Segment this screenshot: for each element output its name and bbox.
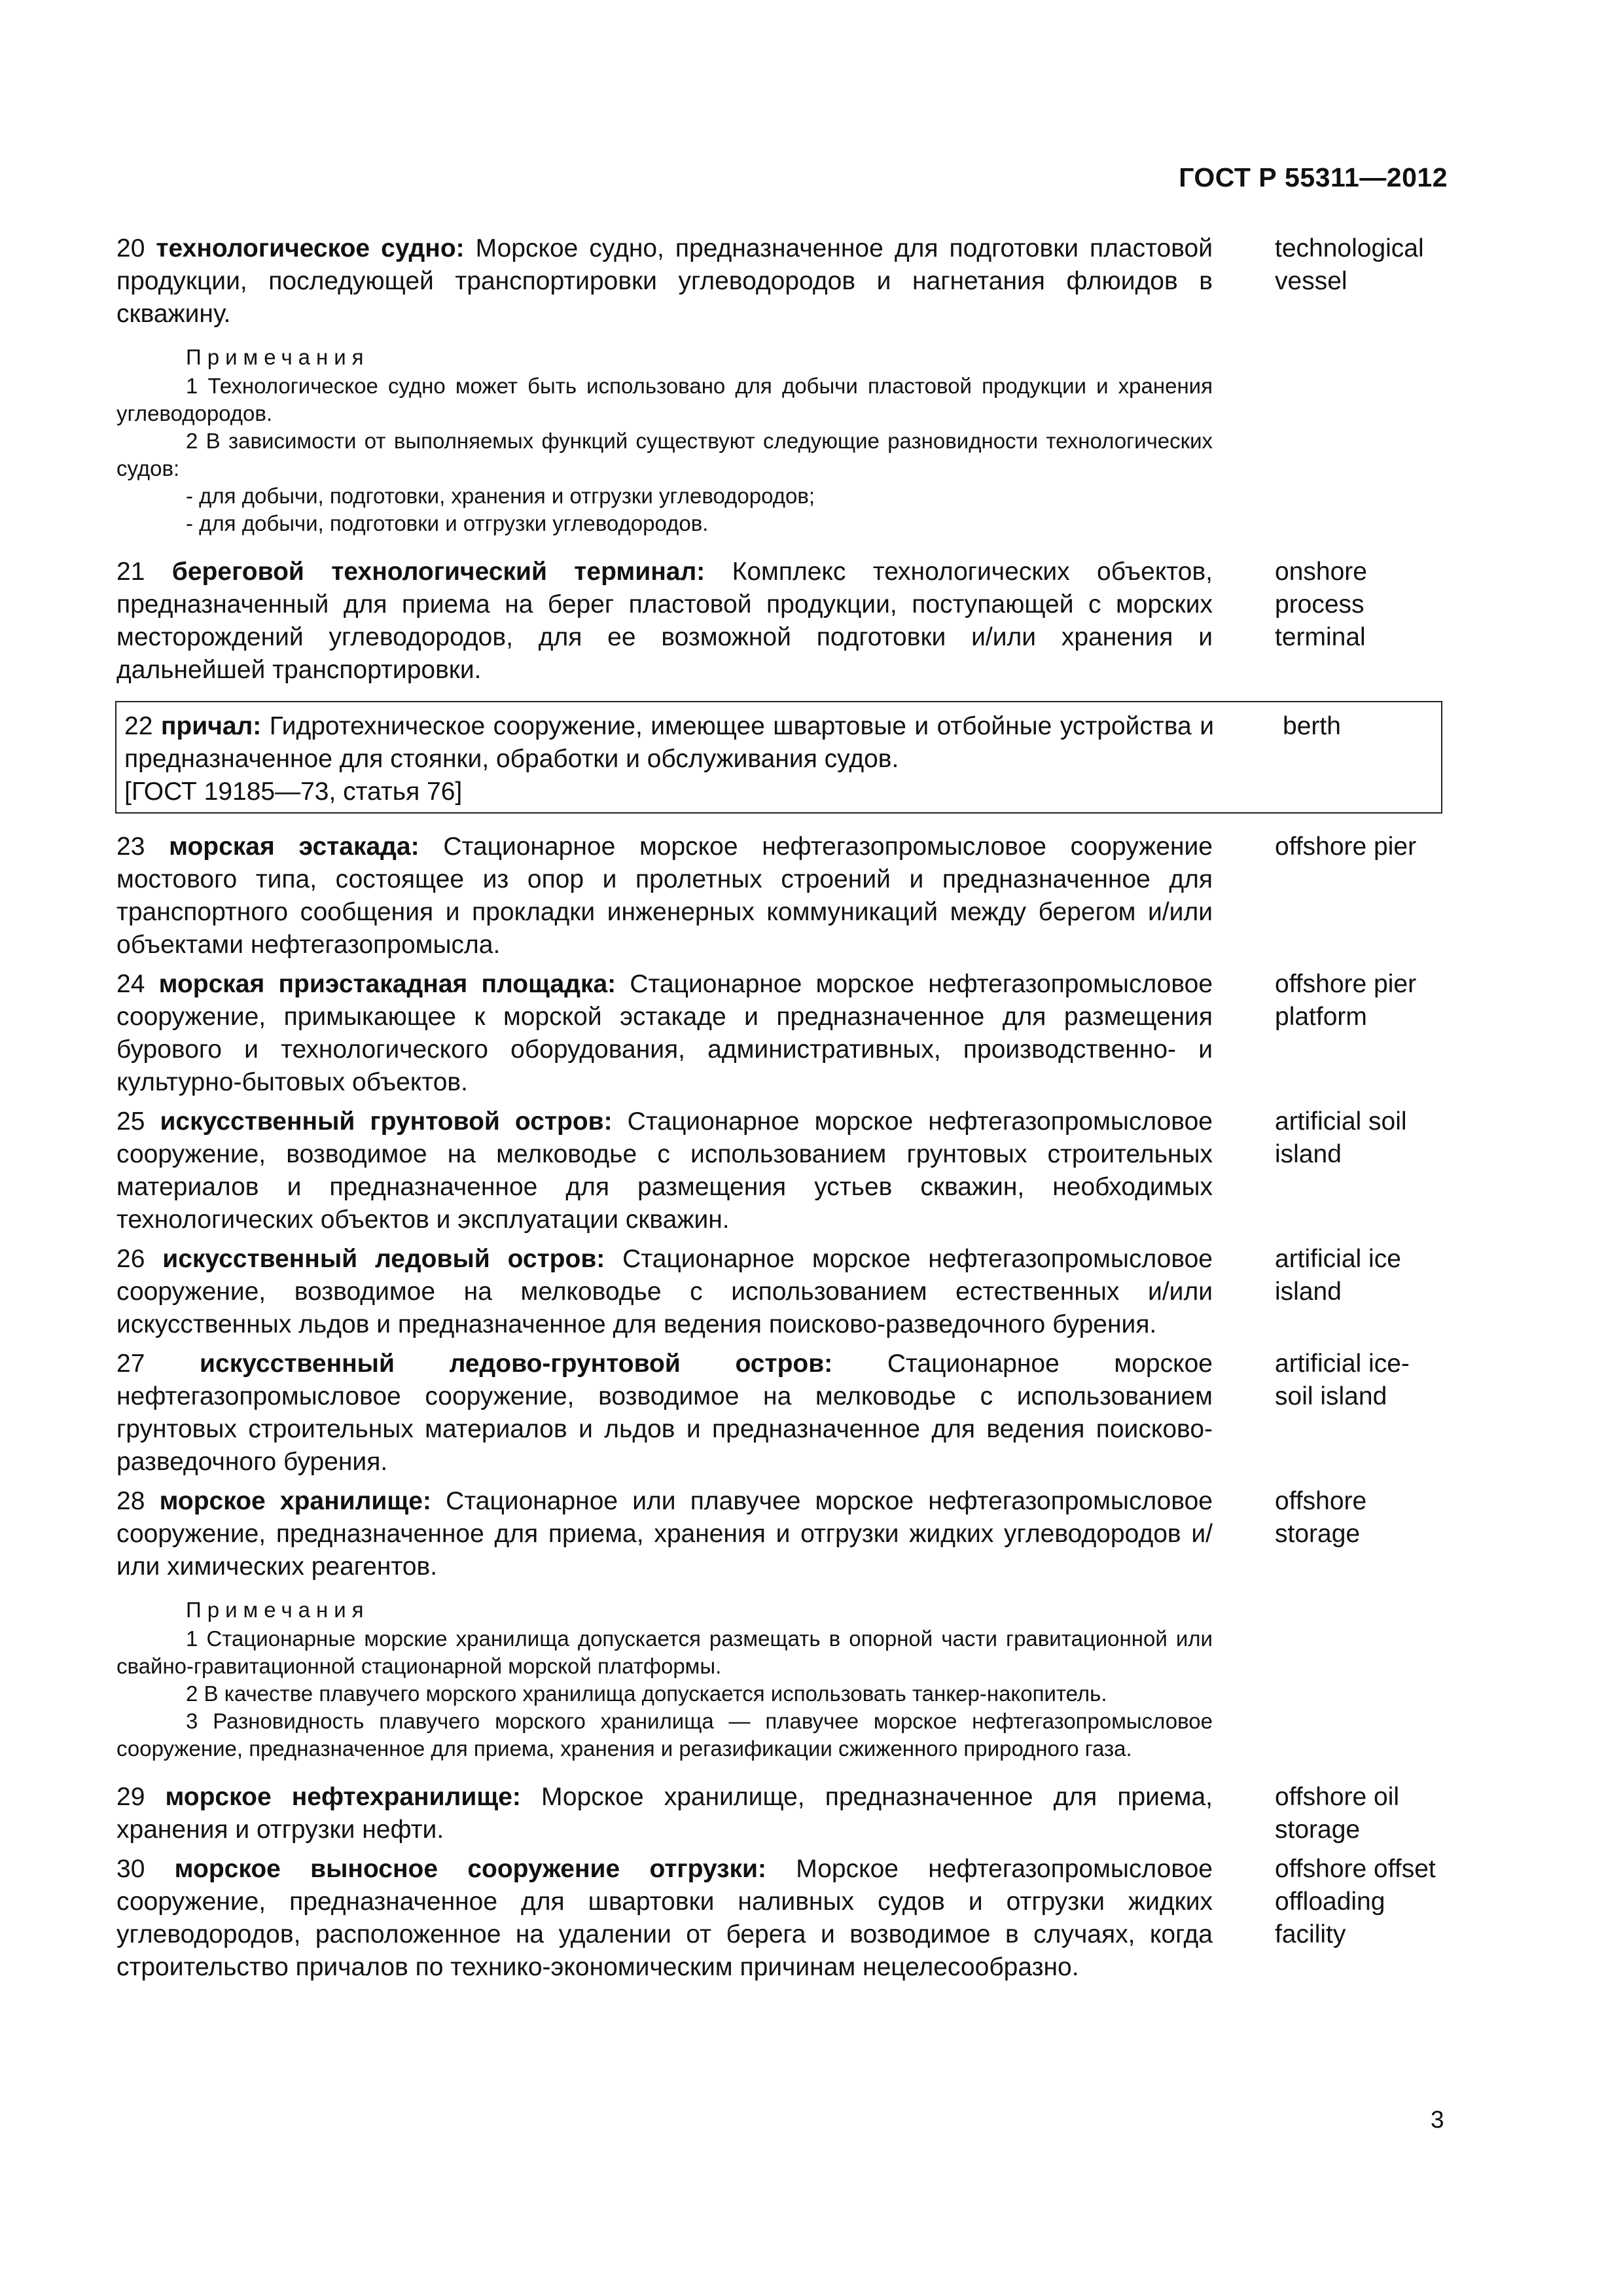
entry-number: 28 [116,1487,145,1515]
note-item: 3 Разновидность плавучего морского хранилища — плавучее морское нефтегазопромысловое сооружение, предназначенное для приема, хранения и регазификации сжиженного природного газа. [116,1709,1213,1761]
term-definition: Гидротехническое сооружение, имеющее швартовые и отбойные устройства и предназначенное для стоянки, обработки и обслуживания судов. [124,712,1214,773]
term-entry-body [116,968,1213,1099]
term-entry-24 [116,968,1445,1099]
term-entry-20 [116,232,1445,331]
note-bullet: - для добычи, подготовки и отгрузки углеводородов. [186,511,709,535]
english-equivalent: technological vessel [1275,234,1424,295]
entry-number: 27 [116,1350,145,1378]
term-entry-23 [116,831,1445,961]
entry-number: 30 [116,1855,145,1883]
term-entry-body [116,1485,1213,1583]
term-definition: Морское судно, предназначенное для подготовки пластовой продукции, последующей транспортировки углеводородов и нагнетания флюидов в скважину. [116,234,1213,328]
entry-number: 23 [116,833,145,861]
term-definition: Стационарное морское нефтегазопромысловое сооружение мостового типа, состоящее из опор и пролетных строений и предназначенное для транспортного сообщения и прокладки инженерных коммуникаций между берегом и/или объектами нефтегазопромысла. [116,833,1213,959]
term-definition: Стационарное или плавучее морское нефтегазопромысловое сооружение, предназначенное для приема, хранения и отгрузки жидких углеводородов и/или химических реагентов. [116,1487,1213,1581]
term-definition: Стационарное морское нефтегазопромысловое сооружение, примыкающее к морской эстакаде и предназначенное для размещения бурового и технологического оборудования, административных, производственно- и культурно-бытовых объектов. [116,970,1213,1096]
note-item: 2 В качестве плавучего морского хранилища допускается использовать танкер-накопитель. [186,1681,1107,1706]
term-title: морская приэстакадная площадка: [158,970,616,998]
term-entry-body [116,1853,1213,1984]
entry-number: 29 [116,1783,145,1811]
notes-block-28 [116,1596,1213,1763]
english-equivalent: artificial ice island [1275,1245,1401,1306]
term-title: технологическое судно: [156,234,465,262]
term-definition: Морское нефтегазопромысловое сооружение, предназначенное для швартовки наливных судов и отгрузки жидких углеводородов, расположенное на удалении от берега и возводимое в случаях, когда строительство причалов по технико-экономическим причинам нецелесообразно. [116,1855,1213,1981]
term-entry-30 [116,1853,1445,1984]
term-entry-29 [116,1781,1445,1846]
english-equivalent: offshore offset offloading facility [1275,1855,1436,1948]
term-definition: Комплекс технологических объектов, предназначенный для приема на берег пластовой продукции, поступающей с морских месторождений углеводородов, для ее возможной подготовки и/или хранения и дальнейшей транспортировки. [116,558,1213,684]
english-equivalent: offshore oil storage [1275,1783,1400,1844]
term-entry-body [116,702,1214,812]
term-entry-25 [116,1105,1445,1236]
notes-block-20 [116,344,1213,537]
term-entry-body [116,1781,1213,1846]
term-title: искусственный ледово-грунтовой остров: [200,1350,833,1378]
term-entry-body [116,1105,1213,1236]
term-title: искусственный грунтовой остров: [160,1107,613,1136]
term-title: береговой технологический терминал: [171,558,705,586]
term-title: морское нефтехранилище: [165,1783,521,1811]
term-title: причал: [160,712,262,740]
term-source-reference: [ГОСТ 19185—73, статья 76] [124,778,463,806]
entry-number: 20 [116,234,145,262]
term-entry-26 [116,1243,1445,1341]
term-entry-body [116,1348,1213,1479]
notes-title: Примечания [186,345,370,369]
entry-number: 22 [124,712,153,740]
term-entry-21 [116,556,1445,687]
entry-number: 24 [116,970,145,998]
english-equivalent: offshore storage [1275,1487,1367,1548]
english-equivalent: offshore pier [1275,833,1417,861]
english-equivalent: berth [1283,712,1341,740]
english-equivalent: artificial soil island [1275,1107,1407,1168]
note-bullet: - для добычи, подготовки, хранения и отгрузки углеводородов; [186,484,815,508]
entry-number: 25 [116,1107,145,1136]
term-definition: Морское хранилище, предназначенное для приема, хранения и отгрузки нефти. [116,1783,1213,1844]
term-definition: Стационарное морское нефтегазопромысловое сооружение, возводимое на мелководье с использованием грунтовых строительных материалов и предназначенное для размещения устьев скважин, необходимых технологических объектов и эксплуатации скважин. [116,1107,1213,1234]
document-header: ГОСТ Р 55311—2012 [1179,162,1448,192]
term-definition: Стационарное морское нефтегазопромысловое сооружение, возводимое на мелководье с использованием грунтовых строительных материалов и льдов и предназначенное для ведения поисково-разведочного бурения. [116,1350,1213,1476]
term-entry-27 [116,1348,1445,1479]
term-entry-body [116,232,1213,331]
entry-number: 21 [116,558,145,586]
notes-title: Примечания [186,1598,370,1622]
term-entry-body [116,1243,1213,1341]
term-entry-28 [116,1485,1445,1583]
term-title: искусственный ледовый остров: [162,1245,605,1273]
note-item: 1 Технологическое судно может быть использовано для добычи пластовой продукции и хранения углеводородов. [116,374,1213,425]
note-item: 2 В зависимости от выполняемых функций существуют следующие разновидности технологических судов: [116,429,1213,480]
term-title: морское хранилище: [159,1487,431,1515]
note-item: 1 Стационарные морские хранилища допускается размещать в опорной части гравитационной или свайно-гравитационной стационарной морской платформы. [116,1626,1213,1678]
term-title: морское выносное сооружение отгрузки: [174,1855,767,1883]
term-entry-body [116,556,1213,687]
entry-number: 26 [116,1245,145,1273]
term-definition: Стационарное морское нефтегазопромысловое сооружение, возводимое на мелководье с использованием естественных и/или искусственных льдов и предназначенное для ведения поисково-разведочного бурения. [116,1245,1213,1338]
english-equivalent: offshore pier platform [1275,970,1417,1031]
english-equivalent: artificial ice-soil island [1275,1350,1410,1410]
term-entry-22 [115,701,1442,814]
english-equivalent: onshore process terminal [1275,558,1367,651]
term-entry-body [116,831,1213,961]
terms-list [116,232,1445,1990]
page-number: 3 [1431,2106,1444,2133]
term-title: морская эстакада: [169,833,419,861]
